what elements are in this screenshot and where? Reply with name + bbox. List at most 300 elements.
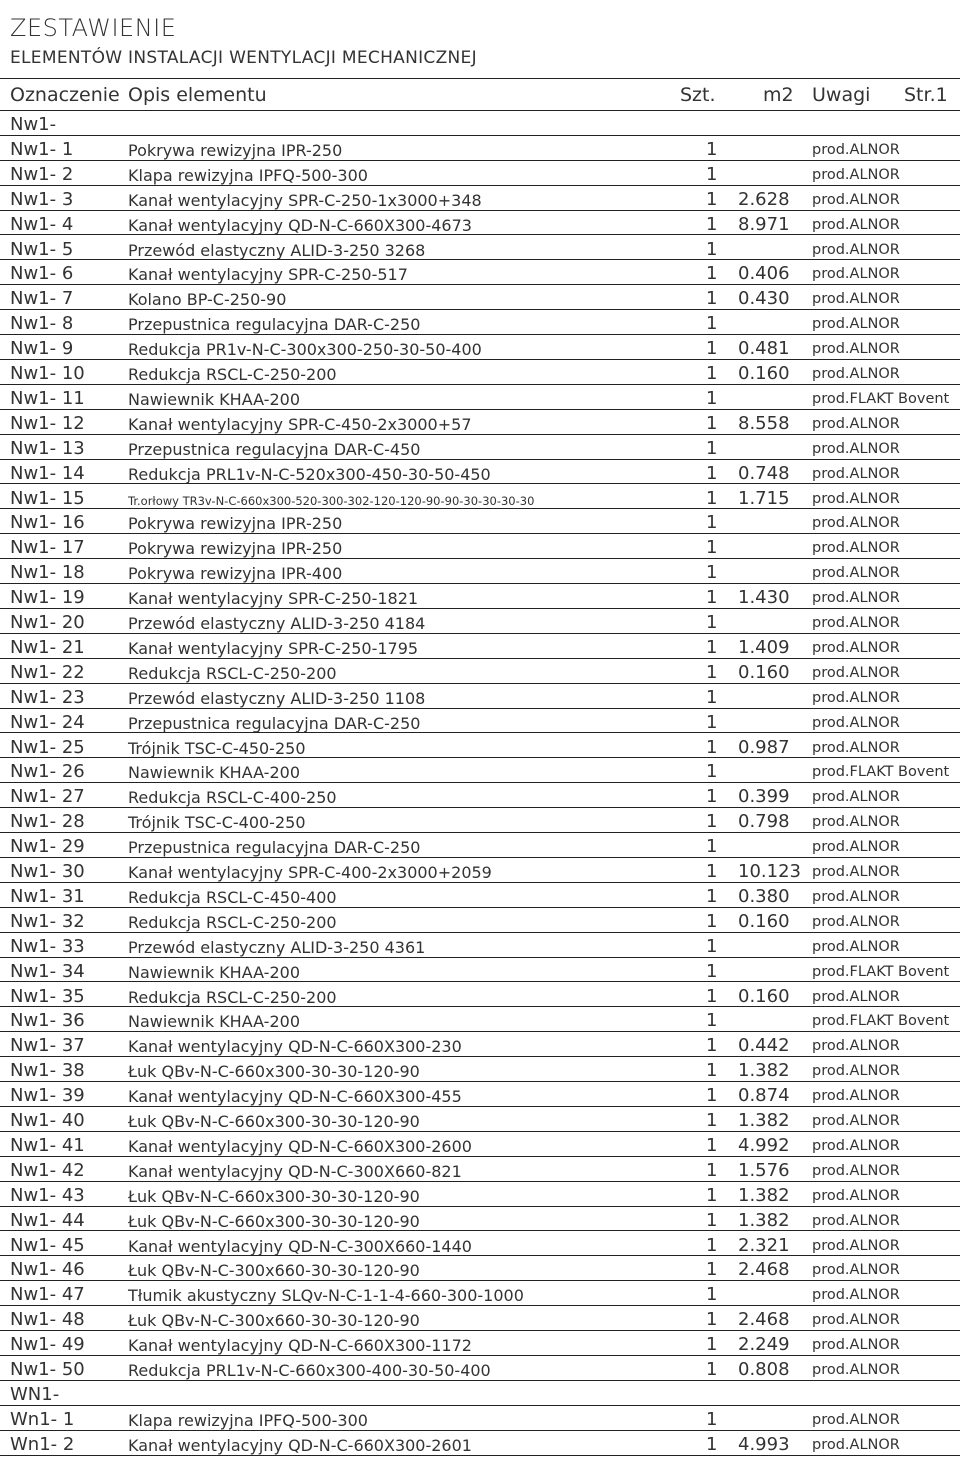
row-area: 0.160 xyxy=(738,985,790,1007)
table-row xyxy=(0,833,960,858)
row-description: Pokrywa rewizyjna IPR-250 xyxy=(128,140,343,160)
row-remarks: prod.ALNOR xyxy=(812,291,900,308)
row-quantity: 1 xyxy=(706,786,718,808)
row-area: 1.430 xyxy=(738,587,790,609)
document-subtitle: ELEMENTÓW INSTALACJI WENTYLACJI MECHANICZNEJ xyxy=(10,48,477,68)
row-remarks: prod.ALNOR xyxy=(812,540,900,557)
row-remarks: prod.ALNOR xyxy=(812,789,900,806)
header-oznaczenie: Oznaczenie xyxy=(10,84,120,106)
table-row xyxy=(0,509,960,534)
row-quantity: 1 xyxy=(706,587,718,609)
row-remarks: prod.FLAKT Bovent xyxy=(812,390,950,407)
row-description: Redukcja RSCL-C-250-200 xyxy=(128,987,337,1007)
row-code: Nw1- 13 xyxy=(10,437,85,459)
table-row xyxy=(0,1107,960,1132)
header-opis: Opis elementu xyxy=(128,84,267,106)
row-remarks: prod.ALNOR xyxy=(812,814,900,831)
row-description: Trójnik TSC-C-400-250 xyxy=(128,813,306,833)
row-area: 2.468 xyxy=(738,1309,790,1331)
row-description: Kanał wentylacyjny QD-N-C-660X300-1172 xyxy=(128,1336,472,1356)
row-quantity: 1 xyxy=(706,960,718,982)
row-description: Kanał wentylacyjny QD-N-C-660X300-455 xyxy=(128,1087,462,1107)
row-remarks: prod.ALNOR xyxy=(812,938,900,955)
table-row xyxy=(0,559,960,584)
row-remarks: prod.ALNOR xyxy=(812,565,900,582)
row-remarks: prod.ALNOR xyxy=(812,166,900,183)
row-remarks: prod.ALNOR xyxy=(812,191,900,208)
row-code: Nw1- 28 xyxy=(10,811,85,833)
table-row xyxy=(0,709,960,734)
row-quantity: 1 xyxy=(706,661,718,683)
row-code: Nw1- 44 xyxy=(10,1209,85,1231)
table-row xyxy=(0,1132,960,1157)
row-code: Nw1- 41 xyxy=(10,1134,85,1156)
row-code: Nw1- 36 xyxy=(10,1010,85,1032)
row-quantity: 1 xyxy=(706,412,718,434)
row-description: Przepustnica regulacyjna DAR-C-250 xyxy=(128,838,421,858)
row-description: Kanał wentylacyjny SPR-C-250-1795 xyxy=(128,638,419,658)
table-row xyxy=(0,584,960,609)
row-code: Nw1- 25 xyxy=(10,736,85,758)
row-quantity: 1 xyxy=(706,985,718,1007)
table-row xyxy=(0,1431,960,1456)
header-m2: m2 xyxy=(763,84,794,106)
row-description: Pokrywa rewizyjna IPR-400 xyxy=(128,564,343,584)
row-description: Łuk QBv-N-C-660x300-30-30-120-90 xyxy=(128,1062,420,1082)
table-row xyxy=(0,1232,960,1257)
row-quantity: 1 xyxy=(706,811,718,833)
table-row xyxy=(0,485,960,510)
row-quantity: 1 xyxy=(706,612,718,633)
row-quantity: 1 xyxy=(706,1184,718,1206)
row-area: 0.160 xyxy=(738,910,790,932)
table-row xyxy=(0,385,960,410)
row-code: Nw1- 42 xyxy=(10,1159,85,1181)
row-code: Nw1- 4 xyxy=(10,213,74,235)
row-quantity: 1 xyxy=(706,512,718,534)
row-code: WN1- xyxy=(10,1383,60,1405)
row-code: Nw1- 24 xyxy=(10,711,85,733)
table-row xyxy=(0,1207,960,1232)
row-quantity: 1 xyxy=(706,910,718,932)
table-row xyxy=(0,435,960,460)
table-row xyxy=(0,236,960,261)
row-code: Nw1- 11 xyxy=(10,387,85,409)
row-code: Nw1- 50 xyxy=(10,1359,85,1380)
row-remarks: prod.ALNOR xyxy=(812,465,900,482)
row-description: Redukcja RSCL-C-250-200 xyxy=(128,365,337,384)
row-description: Łuk QBv-N-C-660x300-30-30-120-90 xyxy=(128,1186,420,1206)
table-row xyxy=(0,534,960,559)
row-remarks: prod.ALNOR xyxy=(812,141,900,158)
row-remarks: prod.FLAKT Bovent xyxy=(812,764,950,781)
row-remarks: prod.ALNOR xyxy=(812,1287,900,1304)
row-code: Nw1- 20 xyxy=(10,612,85,633)
row-code: Nw1- 45 xyxy=(10,1234,85,1256)
table-row xyxy=(0,1281,960,1306)
row-remarks: prod.FLAKT Bovent xyxy=(812,963,950,980)
row-remarks: prod.ALNOR xyxy=(812,1436,900,1453)
row-description: Łuk QBv-N-C-300x660-30-30-120-90 xyxy=(128,1311,420,1331)
row-quantity: 1 xyxy=(706,1159,718,1181)
row-quantity: 1 xyxy=(706,1134,718,1156)
table-row xyxy=(0,758,960,783)
row-description: Redukcja RSCL-C-250-200 xyxy=(128,912,337,932)
row-code: Nw1- 23 xyxy=(10,686,85,708)
row-description: Tr.orłowy TR3v-N-C-660x300-520-300-302-120-120-90-90-30-30-30-30 xyxy=(128,493,535,508)
row-description: Łuk QBv-N-C-660x300-30-30-120-90 xyxy=(128,1211,420,1231)
row-remarks: prod.ALNOR xyxy=(812,839,900,856)
row-remarks: prod.ALNOR xyxy=(812,714,900,731)
row-quantity: 1 xyxy=(706,163,718,185)
row-code: Nw1- 22 xyxy=(10,661,85,683)
row-quantity: 1 xyxy=(706,188,718,210)
row-remarks: prod.ALNOR xyxy=(812,266,900,283)
row-code: Nw1- 9 xyxy=(10,338,74,360)
row-description: Kanał wentylacyjny SPR-C-450-2x3000+57 xyxy=(128,414,472,434)
row-code: Nw1- 33 xyxy=(10,935,85,957)
row-area: 0.481 xyxy=(738,338,790,360)
row-description: Przewód elastyczny ALID-3-250 4361 xyxy=(128,937,426,957)
row-remarks: prod.ALNOR xyxy=(812,615,900,631)
row-area: 2.249 xyxy=(738,1334,790,1356)
row-description: Nawiewnik KHAA-200 xyxy=(128,962,300,982)
row-quantity: 1 xyxy=(706,711,718,733)
table-row xyxy=(0,1157,960,1182)
row-description: Kanał wentylacyjny QD-N-C-660X300-2601 xyxy=(128,1435,472,1455)
row-code: Nw1- 26 xyxy=(10,761,85,783)
row-remarks: prod.ALNOR xyxy=(812,440,900,457)
table-row xyxy=(0,609,960,634)
row-remarks: prod.ALNOR xyxy=(812,1038,900,1055)
row-description: Przepustnica regulacyjna DAR-C-250 xyxy=(128,315,421,335)
table-row xyxy=(0,783,960,808)
table-row xyxy=(0,161,960,186)
row-area: 0.430 xyxy=(738,288,790,310)
row-code: Nw1- 30 xyxy=(10,861,85,882)
row-code: Wn1- 1 xyxy=(10,1408,75,1430)
row-description: Kanał wentylacyjny QD-N-C-660X300-2600 xyxy=(128,1136,472,1156)
table-row xyxy=(0,1007,960,1032)
table-row xyxy=(0,111,960,136)
row-description: Klapa rewizyjna IPFQ-500-300 xyxy=(128,165,368,185)
table-row xyxy=(0,410,960,435)
header-szt: Szt. xyxy=(680,84,716,106)
row-description: Redukcja RSCL-C-250-200 xyxy=(128,663,337,683)
table-row xyxy=(0,808,960,833)
row-quantity: 1 xyxy=(706,338,718,360)
table-row xyxy=(0,1057,960,1082)
row-quantity: 1 xyxy=(706,1060,718,1082)
row-code: Nw1- 5 xyxy=(10,238,74,260)
row-quantity: 1 xyxy=(706,1309,718,1331)
row-code: Nw1- 38 xyxy=(10,1060,85,1082)
row-remarks: prod.ALNOR xyxy=(812,1262,900,1279)
row-remarks: prod.ALNOR xyxy=(812,689,900,706)
row-quantity: 1 xyxy=(706,1433,718,1455)
table-row xyxy=(0,1182,960,1207)
row-description: Redukcja PRL1v-N-C-660x300-400-30-50-400 xyxy=(128,1361,491,1380)
row-code: Nw1- 7 xyxy=(10,288,74,310)
row-area: 1.715 xyxy=(738,487,790,509)
row-area: 2.628 xyxy=(738,188,790,210)
table-row xyxy=(0,360,960,385)
row-area: 0.380 xyxy=(738,885,790,907)
row-description: Redukcja PRL1v-N-C-520x300-450-30-50-450 xyxy=(128,464,491,484)
row-remarks: prod.ALNOR xyxy=(812,1088,900,1105)
row-divider xyxy=(0,1455,960,1456)
row-quantity: 1 xyxy=(706,462,718,484)
row-code: Nw1- 16 xyxy=(10,512,85,534)
row-quantity: 1 xyxy=(706,487,718,509)
title-divider xyxy=(0,78,960,79)
row-quantity: 1 xyxy=(706,686,718,708)
header-str: Str.1 xyxy=(904,84,948,106)
table-row xyxy=(0,1306,960,1331)
row-code: Nw1- 43 xyxy=(10,1184,85,1206)
row-code: Nw1- 47 xyxy=(10,1284,85,1306)
row-quantity: 1 xyxy=(706,138,718,160)
table-row xyxy=(0,1381,960,1406)
row-quantity: 1 xyxy=(706,363,718,384)
row-description: Pokrywa rewizyjna IPR-250 xyxy=(128,539,343,559)
row-area: 0.808 xyxy=(738,1359,790,1380)
table-row xyxy=(0,260,960,285)
row-description: Kanał wentylacyjny SPR-C-400-2x3000+2059 xyxy=(128,863,492,882)
row-area: 0.798 xyxy=(738,811,790,833)
row-code: Nw1- 32 xyxy=(10,910,85,932)
table-row xyxy=(0,1356,960,1381)
row-description: Kolano BP-C-250-90 xyxy=(128,290,287,310)
row-area: 0.874 xyxy=(738,1085,790,1107)
row-remarks: prod.ALNOR xyxy=(812,1137,900,1154)
row-remarks: prod.ALNOR xyxy=(812,988,900,1005)
row-area: 0.399 xyxy=(738,786,790,808)
row-remarks: prod.FLAKT Bovent xyxy=(812,1013,950,1030)
row-code: Nw1- 29 xyxy=(10,836,85,858)
row-quantity: 1 xyxy=(706,1259,718,1281)
row-remarks: prod.ALNOR xyxy=(812,864,900,880)
row-area: 0.987 xyxy=(738,736,790,758)
table-row xyxy=(0,908,960,933)
row-remarks: prod.ALNOR xyxy=(812,1362,900,1378)
row-remarks: prod.ALNOR xyxy=(812,590,900,607)
row-quantity: 1 xyxy=(706,1209,718,1231)
table-row xyxy=(0,1331,960,1356)
row-quantity: 1 xyxy=(706,1234,718,1256)
row-remarks: prod.ALNOR xyxy=(812,1063,900,1080)
row-code: Nw1- 21 xyxy=(10,636,85,658)
table-row xyxy=(0,1032,960,1057)
row-remarks: prod.ALNOR xyxy=(812,1237,900,1254)
row-description: Kanał wentylacyjny QD-N-C-660X300-230 xyxy=(128,1037,462,1057)
row-remarks: prod.ALNOR xyxy=(812,639,900,656)
row-code: Nw1- 35 xyxy=(10,985,85,1007)
table-row xyxy=(0,858,960,883)
row-remarks: prod.ALNOR xyxy=(812,515,900,532)
row-code: Nw1- 46 xyxy=(10,1259,85,1281)
row-description: Kanał wentylacyjny QD-N-C-300X660-821 xyxy=(128,1161,462,1181)
table-row xyxy=(0,1082,960,1107)
row-area: 0.406 xyxy=(738,263,790,285)
row-remarks: prod.ALNOR xyxy=(812,664,900,681)
table-row xyxy=(0,285,960,310)
row-code: Nw1- 49 xyxy=(10,1334,85,1356)
row-remarks: prod.ALNOR xyxy=(812,1312,900,1329)
row-code: Nw1- 12 xyxy=(10,412,85,434)
row-quantity: 1 xyxy=(706,1284,718,1306)
row-code: Nw1- xyxy=(10,114,57,135)
row-description: Redukcja RSCL-C-400-250 xyxy=(128,788,337,808)
row-remarks: prod.ALNOR xyxy=(812,913,900,930)
row-code: Nw1- 15 xyxy=(10,487,85,509)
table-row xyxy=(0,211,960,236)
row-area: 2.468 xyxy=(738,1259,790,1281)
row-description: Nawiewnik KHAA-200 xyxy=(128,763,300,783)
row-code: Nw1- 17 xyxy=(10,537,85,559)
row-description: Klapa rewizyjna IPFQ-500-300 xyxy=(128,1410,368,1430)
row-description: Przepustnica regulacyjna DAR-C-250 xyxy=(128,713,421,733)
table-row xyxy=(0,883,960,908)
row-area: 4.992 xyxy=(738,1134,790,1156)
row-remarks: prod.ALNOR xyxy=(812,415,900,432)
row-quantity: 1 xyxy=(706,636,718,658)
row-code: Nw1- 34 xyxy=(10,960,85,982)
row-description: Redukcja RSCL-C-450-400 xyxy=(128,887,337,907)
row-quantity: 1 xyxy=(706,238,718,260)
row-quantity: 1 xyxy=(706,736,718,758)
row-remarks: prod.ALNOR xyxy=(812,341,900,358)
table-row xyxy=(0,958,960,983)
row-description: Kanał wentylacyjny QD-N-C-660X300-4673 xyxy=(128,215,472,235)
row-quantity: 1 xyxy=(706,885,718,907)
row-quantity: 1 xyxy=(706,1035,718,1057)
row-description: Trójnik TSC-C-450-250 xyxy=(128,738,306,758)
table-row xyxy=(0,684,960,709)
row-area: 1.382 xyxy=(738,1184,790,1206)
row-area: 1.382 xyxy=(738,1110,790,1131)
row-code: Nw1- 37 xyxy=(10,1035,85,1057)
row-code: Nw1- 27 xyxy=(10,786,85,808)
table-row xyxy=(0,983,960,1008)
table-row xyxy=(0,310,960,335)
row-description: Nawiewnik KHAA-200 xyxy=(128,389,300,409)
table-row xyxy=(0,933,960,958)
row-description: Kanał wentylacyjny SPR-C-250-1x3000+348 xyxy=(128,190,482,210)
table-header xyxy=(0,84,960,108)
row-description: Redukcja PR1v-N-C-300x300-250-30-50-400 xyxy=(128,340,482,360)
row-code: Nw1- 31 xyxy=(10,885,85,907)
row-quantity: 1 xyxy=(706,562,718,584)
row-quantity: 1 xyxy=(706,1334,718,1356)
table-row xyxy=(0,136,960,161)
row-quantity: 1 xyxy=(706,213,718,235)
table-row xyxy=(0,1256,960,1281)
row-quantity: 1 xyxy=(706,1085,718,1107)
row-description: Przewód elastyczny ALID-3-250 1108 xyxy=(128,688,426,708)
row-quantity: 1 xyxy=(706,288,718,310)
row-remarks: prod.ALNOR xyxy=(812,888,900,905)
row-area: 0.160 xyxy=(738,661,790,683)
row-area: 1.576 xyxy=(738,1159,790,1181)
table-row xyxy=(0,734,960,759)
row-description: Tłumik akustyczny SLQv-N-C-1-1-4-660-300-1000 xyxy=(128,1286,524,1306)
document-title: ZESTAWIENIE xyxy=(10,14,177,42)
row-description: Przepustnica regulacyjna DAR-C-450 xyxy=(128,439,421,459)
table-row xyxy=(0,335,960,360)
row-remarks: prod.ALNOR xyxy=(812,490,900,507)
table-row xyxy=(0,1406,960,1431)
row-remarks: prod.ALNOR xyxy=(812,1212,900,1229)
table-row xyxy=(0,634,960,659)
row-quantity: 1 xyxy=(706,387,718,409)
row-description: Kanał wentylacyjny QD-N-C-300X660-1440 xyxy=(128,1236,472,1256)
row-remarks: prod.ALNOR xyxy=(812,1411,900,1428)
row-quantity: 1 xyxy=(706,935,718,957)
row-code: Nw1- 39 xyxy=(10,1085,85,1107)
row-description: Przewód elastyczny ALID-3-250 3268 xyxy=(128,240,426,260)
row-code: Nw1- 40 xyxy=(10,1110,85,1131)
row-remarks: prod.ALNOR xyxy=(812,316,900,333)
row-area: 0.442 xyxy=(738,1035,790,1057)
row-code: Nw1- 8 xyxy=(10,313,74,335)
row-code: Nw1- 14 xyxy=(10,462,85,484)
row-area: 1.409 xyxy=(738,636,790,658)
row-area: 0.160 xyxy=(738,363,790,384)
table-row xyxy=(0,186,960,211)
row-code: Nw1- 3 xyxy=(10,188,74,210)
row-area: 0.748 xyxy=(738,462,790,484)
row-remarks: prod.ALNOR xyxy=(812,366,900,382)
row-area: 8.558 xyxy=(738,412,790,434)
row-quantity: 1 xyxy=(706,1010,718,1032)
row-area: 4.993 xyxy=(738,1433,790,1455)
row-description: Kanał wentylacyjny SPR-C-250-1821 xyxy=(128,589,419,609)
row-area: 2.321 xyxy=(738,1234,790,1256)
row-code: Nw1- 48 xyxy=(10,1309,85,1331)
row-quantity: 1 xyxy=(706,1110,718,1131)
row-code: Nw1- 1 xyxy=(10,138,74,160)
row-area: 1.382 xyxy=(738,1060,790,1082)
row-area: 10.123 xyxy=(738,861,801,882)
row-remarks: prod.ALNOR xyxy=(812,1187,900,1204)
table-row xyxy=(0,659,960,684)
row-quantity: 1 xyxy=(706,861,718,882)
row-code: Nw1- 10 xyxy=(10,363,85,384)
row-quantity: 1 xyxy=(706,836,718,858)
row-description: Łuk QBv-N-C-300x660-30-30-120-90 xyxy=(128,1261,420,1281)
row-code: Nw1- 2 xyxy=(10,163,74,185)
row-code: Nw1- 6 xyxy=(10,263,74,285)
row-remarks: prod.ALNOR xyxy=(812,216,900,233)
row-quantity: 1 xyxy=(706,1359,718,1380)
row-remarks: prod.ALNOR xyxy=(812,1113,900,1129)
row-description: Kanał wentylacyjny SPR-C-250-517 xyxy=(128,265,408,285)
row-area: 8.971 xyxy=(738,213,790,235)
row-quantity: 1 xyxy=(706,761,718,783)
row-quantity: 1 xyxy=(706,263,718,285)
row-description: Łuk QBv-N-C-660x300-30-30-120-90 xyxy=(128,1112,420,1131)
row-area: 1.382 xyxy=(738,1209,790,1231)
row-quantity: 1 xyxy=(706,313,718,335)
row-remarks: prod.ALNOR xyxy=(812,241,900,258)
row-quantity: 1 xyxy=(706,437,718,459)
row-quantity: 1 xyxy=(706,537,718,559)
table-row xyxy=(0,460,960,485)
row-remarks: prod.ALNOR xyxy=(812,1162,900,1179)
row-remarks: prod.ALNOR xyxy=(812,1337,900,1354)
row-description: Pokrywa rewizyjna IPR-250 xyxy=(128,514,343,534)
